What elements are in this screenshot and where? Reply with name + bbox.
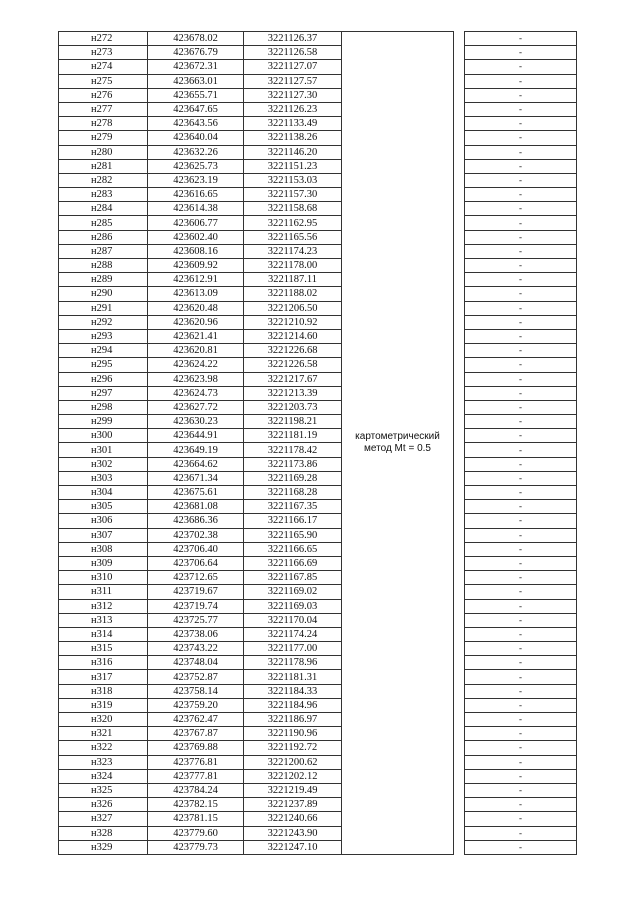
note-cell: - <box>465 131 577 145</box>
table-row <box>59 216 577 230</box>
point-number-cell: н296 <box>59 372 148 386</box>
point-number-cell: н294 <box>59 344 148 358</box>
table-row <box>59 556 577 570</box>
note-cell: - <box>465 46 577 60</box>
point-number-cell: н277 <box>59 102 148 116</box>
x-coordinate-cell: 423675.61 <box>148 486 244 500</box>
method-label-line2: метод Mt = 0.5 <box>364 442 431 454</box>
note-cell: - <box>465 415 577 429</box>
y-coordinate-cell: 3221206.50 <box>244 301 342 315</box>
table-row <box>59 145 577 159</box>
point-number-cell: н309 <box>59 556 148 570</box>
x-coordinate-cell: 423678.02 <box>148 32 244 46</box>
y-coordinate-cell: 3221240.66 <box>244 812 342 826</box>
table-row <box>59 443 577 457</box>
x-coordinate-cell: 423784.24 <box>148 783 244 797</box>
x-coordinate-cell: 423663.01 <box>148 74 244 88</box>
y-coordinate-cell: 3221126.37 <box>244 32 342 46</box>
note-cell: - <box>465 372 577 386</box>
note-cell: - <box>465 102 577 116</box>
table-row <box>59 131 577 145</box>
point-number-cell: н316 <box>59 656 148 670</box>
table-row <box>59 429 577 443</box>
method-cell <box>342 32 454 855</box>
note-cell: - <box>465 826 577 840</box>
table-row <box>59 471 577 485</box>
point-number-cell: н285 <box>59 216 148 230</box>
x-coordinate-cell: 423632.26 <box>148 145 244 159</box>
point-number-cell: н283 <box>59 188 148 202</box>
note-cell: - <box>465 88 577 102</box>
note-cell: - <box>465 32 577 46</box>
y-coordinate-cell: 3221226.68 <box>244 344 342 358</box>
point-number-cell: н314 <box>59 627 148 641</box>
note-cell: - <box>465 60 577 74</box>
y-coordinate-cell: 3221192.72 <box>244 741 342 755</box>
x-coordinate-cell: 423612.91 <box>148 273 244 287</box>
y-coordinate-cell: 3221127.57 <box>244 74 342 88</box>
note-cell: - <box>465 216 577 230</box>
x-coordinate-cell: 423686.36 <box>148 514 244 528</box>
y-coordinate-cell: 3221166.69 <box>244 556 342 570</box>
x-coordinate-cell: 423782.15 <box>148 798 244 812</box>
y-coordinate-cell: 3221237.89 <box>244 798 342 812</box>
y-coordinate-cell: 3221126.58 <box>244 46 342 60</box>
table-row <box>59 329 577 343</box>
note-cell: - <box>465 500 577 514</box>
point-number-cell: н300 <box>59 429 148 443</box>
note-cell: - <box>465 429 577 443</box>
note-cell: - <box>465 358 577 372</box>
table-row <box>59 599 577 613</box>
note-cell: - <box>465 798 577 812</box>
point-number-cell: н313 <box>59 613 148 627</box>
point-number-cell: н295 <box>59 358 148 372</box>
point-number-cell: н280 <box>59 145 148 159</box>
table-row <box>59 642 577 656</box>
y-coordinate-cell: 3221217.67 <box>244 372 342 386</box>
note-cell: - <box>465 230 577 244</box>
table-row <box>59 102 577 116</box>
x-coordinate-cell: 423706.64 <box>148 556 244 570</box>
y-coordinate-cell: 3221169.02 <box>244 585 342 599</box>
table-row <box>59 613 577 627</box>
point-number-cell: н303 <box>59 471 148 485</box>
point-number-cell: н278 <box>59 117 148 131</box>
x-coordinate-cell: 423623.19 <box>148 173 244 187</box>
point-number-cell: н304 <box>59 486 148 500</box>
table-row <box>59 727 577 741</box>
y-coordinate-cell: 3221166.65 <box>244 542 342 556</box>
note-cell: - <box>465 542 577 556</box>
table-row <box>59 88 577 102</box>
table-row <box>59 457 577 471</box>
y-coordinate-cell: 3221153.03 <box>244 173 342 187</box>
spacer-column <box>454 32 465 855</box>
table-row <box>59 415 577 429</box>
y-coordinate-cell: 3221213.39 <box>244 386 342 400</box>
x-coordinate-cell: 423706.40 <box>148 542 244 556</box>
note-cell: - <box>465 329 577 343</box>
x-coordinate-cell: 423627.72 <box>148 400 244 414</box>
point-number-cell: н290 <box>59 287 148 301</box>
point-number-cell: н311 <box>59 585 148 599</box>
point-number-cell: н302 <box>59 457 148 471</box>
x-coordinate-cell: 423681.08 <box>148 500 244 514</box>
table-row <box>59 259 577 273</box>
note-cell: - <box>465 656 577 670</box>
y-coordinate-cell: 3221243.90 <box>244 826 342 840</box>
x-coordinate-cell: 423769.88 <box>148 741 244 755</box>
point-number-cell: н274 <box>59 60 148 74</box>
table-row <box>59 741 577 755</box>
y-coordinate-cell: 3221165.90 <box>244 528 342 542</box>
x-coordinate-cell: 423781.15 <box>148 812 244 826</box>
point-number-cell: н293 <box>59 329 148 343</box>
point-number-cell: н282 <box>59 173 148 187</box>
y-coordinate-cell: 3221168.28 <box>244 486 342 500</box>
point-number-cell: н323 <box>59 755 148 769</box>
x-coordinate-cell: 423649.19 <box>148 443 244 457</box>
x-coordinate-cell: 423625.73 <box>148 159 244 173</box>
y-coordinate-cell: 3221151.23 <box>244 159 342 173</box>
point-number-cell: н305 <box>59 500 148 514</box>
note-cell: - <box>465 769 577 783</box>
point-number-cell: н320 <box>59 713 148 727</box>
table-row <box>59 627 577 641</box>
x-coordinate-cell: 423779.73 <box>148 840 244 854</box>
point-number-cell: н326 <box>59 798 148 812</box>
point-number-cell: н279 <box>59 131 148 145</box>
y-coordinate-cell: 3221188.02 <box>244 287 342 301</box>
note-cell: - <box>465 840 577 854</box>
y-coordinate-cell: 3221157.30 <box>244 188 342 202</box>
point-number-cell: н329 <box>59 840 148 854</box>
point-number-cell: н315 <box>59 642 148 656</box>
note-cell: - <box>465 812 577 826</box>
table-row <box>59 244 577 258</box>
y-coordinate-cell: 3221127.30 <box>244 88 342 102</box>
x-coordinate-cell: 423725.77 <box>148 613 244 627</box>
x-coordinate-cell: 423738.06 <box>148 627 244 641</box>
x-coordinate-cell: 423759.20 <box>148 698 244 712</box>
x-coordinate-cell: 423776.81 <box>148 755 244 769</box>
y-coordinate-cell: 3221200.62 <box>244 755 342 769</box>
note-cell: - <box>465 315 577 329</box>
y-coordinate-cell: 3221167.85 <box>244 571 342 585</box>
table-row <box>59 798 577 812</box>
y-coordinate-cell: 3221169.28 <box>244 471 342 485</box>
y-coordinate-cell: 3221174.24 <box>244 627 342 641</box>
note-cell: - <box>465 244 577 258</box>
point-number-cell: н319 <box>59 698 148 712</box>
note-cell: - <box>465 457 577 471</box>
table-row <box>59 400 577 414</box>
note-cell: - <box>465 571 577 585</box>
x-coordinate-cell: 423606.77 <box>148 216 244 230</box>
point-number-cell: н287 <box>59 244 148 258</box>
note-cell: - <box>465 556 577 570</box>
x-coordinate-cell: 423655.71 <box>148 88 244 102</box>
y-coordinate-cell: 3221167.35 <box>244 500 342 514</box>
note-cell: - <box>465 386 577 400</box>
point-number-cell: н308 <box>59 542 148 556</box>
y-coordinate-cell: 3221184.33 <box>244 684 342 698</box>
note-cell: - <box>465 684 577 698</box>
table-row <box>59 670 577 684</box>
x-coordinate-cell: 423602.40 <box>148 230 244 244</box>
x-coordinate-cell: 423620.81 <box>148 344 244 358</box>
note-cell: - <box>465 471 577 485</box>
y-coordinate-cell: 3221126.23 <box>244 102 342 116</box>
table-row <box>59 769 577 783</box>
note-cell: - <box>465 713 577 727</box>
table-row <box>59 684 577 698</box>
table-row <box>59 159 577 173</box>
point-number-cell: н289 <box>59 273 148 287</box>
note-cell: - <box>465 400 577 414</box>
y-coordinate-cell: 3221187.11 <box>244 273 342 287</box>
x-coordinate-cell: 423671.34 <box>148 471 244 485</box>
point-number-cell: н297 <box>59 386 148 400</box>
table-row <box>59 571 577 585</box>
y-coordinate-cell: 3221178.96 <box>244 656 342 670</box>
x-coordinate-cell: 423719.74 <box>148 599 244 613</box>
point-number-cell: н276 <box>59 88 148 102</box>
note-cell: - <box>465 259 577 273</box>
x-coordinate-cell: 423623.98 <box>148 372 244 386</box>
x-coordinate-cell: 423647.65 <box>148 102 244 116</box>
table-row <box>59 386 577 400</box>
point-number-cell: н281 <box>59 159 148 173</box>
note-cell: - <box>465 613 577 627</box>
table-row <box>59 32 577 46</box>
x-coordinate-cell: 423748.04 <box>148 656 244 670</box>
x-coordinate-cell: 423621.41 <box>148 329 244 343</box>
x-coordinate-cell: 423620.48 <box>148 301 244 315</box>
table-row <box>59 755 577 769</box>
table-row <box>59 528 577 542</box>
x-coordinate-cell: 423614.38 <box>148 202 244 216</box>
y-coordinate-cell: 3221181.19 <box>244 429 342 443</box>
y-coordinate-cell: 3221170.04 <box>244 613 342 627</box>
note-cell: - <box>465 287 577 301</box>
table-row <box>59 117 577 131</box>
x-coordinate-cell: 423672.31 <box>148 60 244 74</box>
point-number-cell: н312 <box>59 599 148 613</box>
point-number-cell: н322 <box>59 741 148 755</box>
table-row <box>59 500 577 514</box>
x-coordinate-cell: 423777.81 <box>148 769 244 783</box>
table-row <box>59 315 577 329</box>
y-coordinate-cell: 3221190.96 <box>244 727 342 741</box>
note-cell: - <box>465 783 577 797</box>
note-cell: - <box>465 585 577 599</box>
table-row <box>59 840 577 854</box>
point-number-cell: н324 <box>59 769 148 783</box>
point-number-cell: н317 <box>59 670 148 684</box>
y-coordinate-cell: 3221203.73 <box>244 400 342 414</box>
x-coordinate-cell: 423630.23 <box>148 415 244 429</box>
method-label-line1: картометрический <box>355 430 440 442</box>
point-number-cell: н310 <box>59 571 148 585</box>
y-coordinate-cell: 3221169.03 <box>244 599 342 613</box>
note-cell: - <box>465 344 577 358</box>
y-coordinate-cell: 3221219.49 <box>244 783 342 797</box>
y-coordinate-cell: 3221173.86 <box>244 457 342 471</box>
x-coordinate-cell: 423640.04 <box>148 131 244 145</box>
note-cell: - <box>465 528 577 542</box>
x-coordinate-cell: 423676.79 <box>148 46 244 60</box>
point-number-cell: н292 <box>59 315 148 329</box>
y-coordinate-cell: 3221186.97 <box>244 713 342 727</box>
x-coordinate-cell: 423608.16 <box>148 244 244 258</box>
x-coordinate-cell: 423758.14 <box>148 684 244 698</box>
table-row <box>59 542 577 556</box>
table-row <box>59 60 577 74</box>
y-coordinate-cell: 3221138.26 <box>244 131 342 145</box>
note-cell: - <box>465 145 577 159</box>
x-coordinate-cell: 423712.65 <box>148 571 244 585</box>
x-coordinate-cell: 423719.67 <box>148 585 244 599</box>
x-coordinate-cell: 423624.22 <box>148 358 244 372</box>
point-number-cell: н286 <box>59 230 148 244</box>
table-row <box>59 812 577 826</box>
y-coordinate-cell: 3221247.10 <box>244 840 342 854</box>
y-coordinate-cell: 3221210.92 <box>244 315 342 329</box>
note-cell: - <box>465 486 577 500</box>
note-cell: - <box>465 727 577 741</box>
table-row <box>59 230 577 244</box>
note-cell: - <box>465 514 577 528</box>
point-number-cell: н321 <box>59 727 148 741</box>
table-row <box>59 287 577 301</box>
point-number-cell: н307 <box>59 528 148 542</box>
x-coordinate-cell: 423702.38 <box>148 528 244 542</box>
table-row <box>59 188 577 202</box>
point-number-cell: н291 <box>59 301 148 315</box>
coordinates-table <box>58 31 577 855</box>
point-number-cell: н273 <box>59 46 148 60</box>
x-coordinate-cell: 423743.22 <box>148 642 244 656</box>
note-cell: - <box>465 741 577 755</box>
y-coordinate-cell: 3221178.00 <box>244 259 342 273</box>
table-row <box>59 273 577 287</box>
table-row <box>59 783 577 797</box>
x-coordinate-cell: 423767.87 <box>148 727 244 741</box>
point-number-cell: н301 <box>59 443 148 457</box>
y-coordinate-cell: 3221158.68 <box>244 202 342 216</box>
y-coordinate-cell: 3221202.12 <box>244 769 342 783</box>
point-number-cell: н284 <box>59 202 148 216</box>
x-coordinate-cell: 423643.56 <box>148 117 244 131</box>
point-number-cell: н306 <box>59 514 148 528</box>
note-cell: - <box>465 188 577 202</box>
note-cell: - <box>465 670 577 684</box>
x-coordinate-cell: 423613.09 <box>148 287 244 301</box>
table-row <box>59 372 577 386</box>
table-row <box>59 713 577 727</box>
x-coordinate-cell: 423644.91 <box>148 429 244 443</box>
x-coordinate-cell: 423752.87 <box>148 670 244 684</box>
table-row <box>59 826 577 840</box>
table-row <box>59 358 577 372</box>
table-row <box>59 344 577 358</box>
y-coordinate-cell: 3221127.07 <box>244 60 342 74</box>
x-coordinate-cell: 423664.62 <box>148 457 244 471</box>
y-coordinate-cell: 3221162.95 <box>244 216 342 230</box>
note-cell: - <box>465 642 577 656</box>
y-coordinate-cell: 3221214.60 <box>244 329 342 343</box>
y-coordinate-cell: 3221178.42 <box>244 443 342 457</box>
table-row <box>59 514 577 528</box>
note-cell: - <box>465 273 577 287</box>
point-number-cell: н328 <box>59 826 148 840</box>
y-coordinate-cell: 3221177.00 <box>244 642 342 656</box>
note-cell: - <box>465 202 577 216</box>
y-coordinate-cell: 3221146.20 <box>244 145 342 159</box>
point-number-cell: н327 <box>59 812 148 826</box>
table-row <box>59 74 577 88</box>
y-coordinate-cell: 3221181.31 <box>244 670 342 684</box>
x-coordinate-cell: 423762.47 <box>148 713 244 727</box>
point-number-cell: н288 <box>59 259 148 273</box>
table-row <box>59 173 577 187</box>
note-cell: - <box>465 627 577 641</box>
x-coordinate-cell: 423620.96 <box>148 315 244 329</box>
note-cell: - <box>465 599 577 613</box>
table-row <box>59 46 577 60</box>
table-row <box>59 202 577 216</box>
note-cell: - <box>465 443 577 457</box>
note-cell: - <box>465 301 577 315</box>
note-cell: - <box>465 698 577 712</box>
note-cell: - <box>465 159 577 173</box>
note-cell: - <box>465 173 577 187</box>
point-number-cell: н275 <box>59 74 148 88</box>
table-row <box>59 698 577 712</box>
note-cell: - <box>465 755 577 769</box>
table-row <box>59 301 577 315</box>
y-coordinate-cell: 3221166.17 <box>244 514 342 528</box>
table-row <box>59 486 577 500</box>
point-number-cell: н272 <box>59 32 148 46</box>
table-row <box>59 656 577 670</box>
y-coordinate-cell: 3221165.56 <box>244 230 342 244</box>
x-coordinate-cell: 423779.60 <box>148 826 244 840</box>
y-coordinate-cell: 3221184.96 <box>244 698 342 712</box>
y-coordinate-cell: 3221198.21 <box>244 415 342 429</box>
note-cell: - <box>465 117 577 131</box>
table-row <box>59 585 577 599</box>
coordinates-table-body <box>59 32 577 855</box>
y-coordinate-cell: 3221226.58 <box>244 358 342 372</box>
x-coordinate-cell: 423609.92 <box>148 259 244 273</box>
point-number-cell: н318 <box>59 684 148 698</box>
point-number-cell: н325 <box>59 783 148 797</box>
note-cell: - <box>465 74 577 88</box>
x-coordinate-cell: 423616.65 <box>148 188 244 202</box>
x-coordinate-cell: 423624.73 <box>148 386 244 400</box>
point-number-cell: н299 <box>59 415 148 429</box>
y-coordinate-cell: 3221174.23 <box>244 244 342 258</box>
y-coordinate-cell: 3221133.49 <box>244 117 342 131</box>
point-number-cell: н298 <box>59 400 148 414</box>
